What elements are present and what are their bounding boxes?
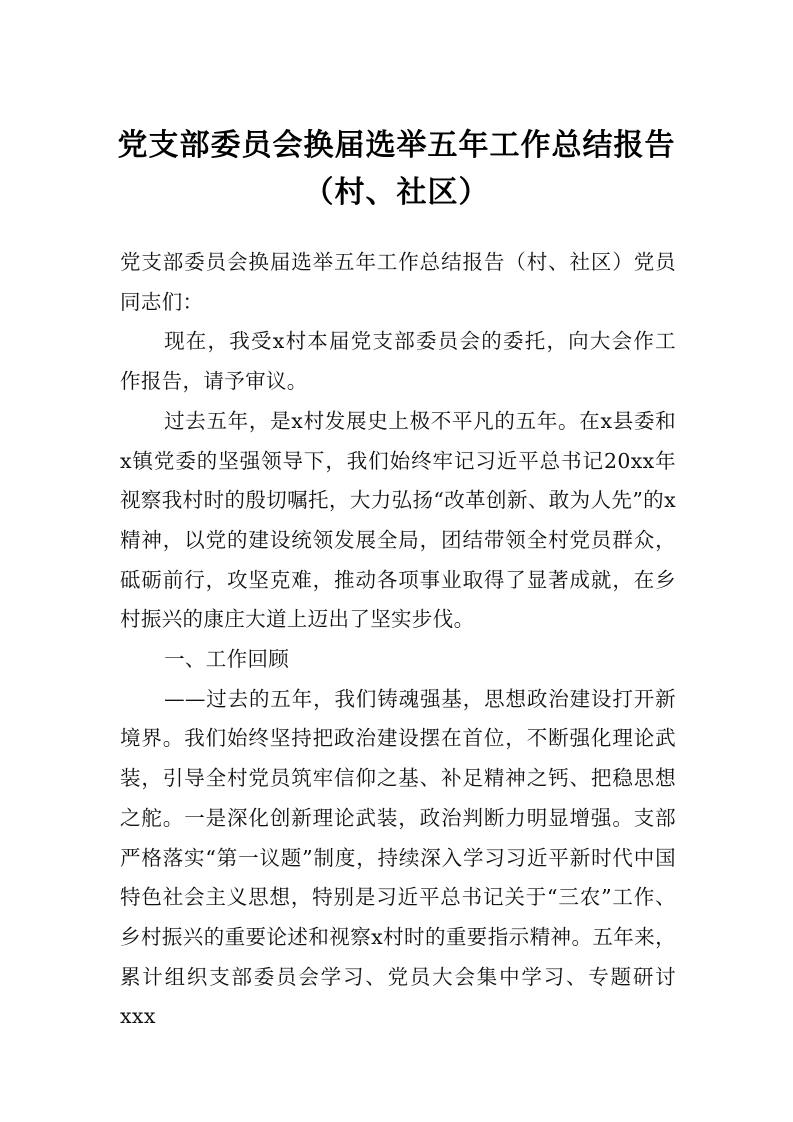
document-title: 党支部委员会换届选举五年工作总结报告 <box>117 128 676 163</box>
paragraph-past-five-years: 过去五年，是x村发展史上极不平凡的五年。在x县委和x镇党委的坚强领导下，我们始终牢记习近平总书记20xx年视察我村时的殷切嘱托，大力弘扬“改革创新、敢为人先”的x精神，以党的建设统领发展全局，团结带领全村党员群众，砥砺前行，攻坚克难，推动各项事业取得了显著成就，在乡村振兴的康庄大道上迈出了坚实步伐。 <box>120 408 676 632</box>
document-title-subtitle: （村、社区） <box>303 175 490 210</box>
paragraph-report-intro: 现在，我受x村本届党支部委员会的委托，向大会作工作报告，请予审议。 <box>120 329 676 394</box>
opening-paragraph: 党支部委员会换届选举五年工作总结报告（村、社区）党员同志们： <box>120 250 676 314</box>
document-body <box>120 243 676 1037</box>
paragraph-political-building: ——过去的五年，我们铸魂强基，思想政治建设打开新境界。我们始终坚持把政治建设摆在首位，不断强化理论武装，引导全村党员筑牢信仰之基、补足精神之钙、把稳思想之舵。一是深化创新理论武装，政治判断力明显增强。支部严格落实“第一议题”制度，持续深入学习习近平新时代中国特色社会主义思想，特别是习近平总书记关于“三农”工作、乡村振兴的重要论述和视察x村时的重要指示精神。五年来，累计组织支部委员会学习、党员大会集中学习、专题研讨xxx <box>120 686 676 1029</box>
section-heading-work-review: 一、工作回顾 <box>164 647 290 672</box>
